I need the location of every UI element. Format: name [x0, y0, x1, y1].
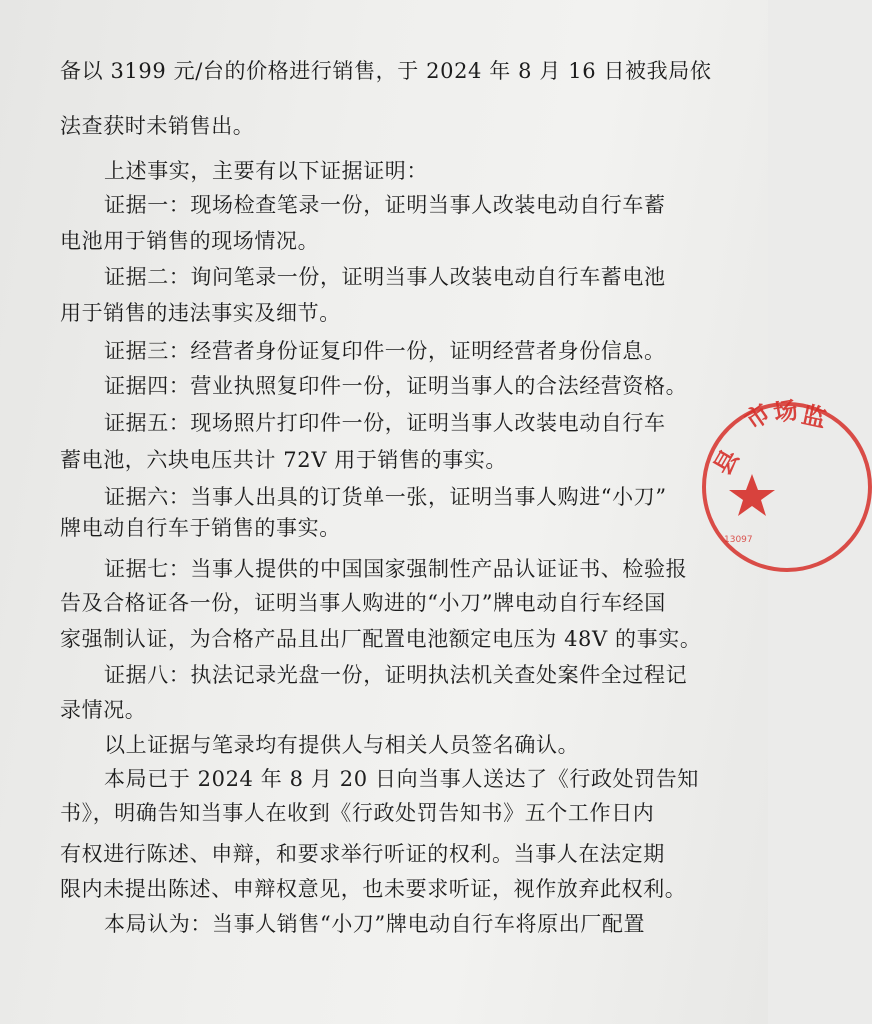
text-line-12: 证据六：当事人出具的订货单一张，证明当事人购进“小刀”: [104, 485, 667, 509]
text-line-2: 法查获时未销售出。: [60, 114, 255, 138]
seal-code: 13097: [724, 535, 753, 545]
text-line-4: 证据一：现场检查笔录一份，证明当事人改装电动自行车蓄: [104, 193, 666, 217]
text-line-18: 录情况。: [60, 698, 147, 722]
text-line-1: 备以 3199 元/台的价格进行销售，于 2024 年 8 月 16 日被我局依: [60, 59, 712, 83]
text-line-16: 家强制认证，为合格产品且出厂配置电池额定电压为 48V 的事实。: [60, 627, 702, 651]
text-line-19: 以上证据与笔录均有提供人与相关人员签名确认。: [104, 733, 580, 757]
text-line-22: 有权进行陈述、申辩，和要求举行听证的权利。当事人在法定期: [60, 842, 665, 866]
text-line-8: 证据三：经营者身份证复印件一份，证明经营者身份信息。: [104, 339, 666, 363]
text-line-21: 书》，明确告知当事人在收到《行政处罚告知书》五个工作日内: [60, 801, 655, 825]
text-line-6: 证据二：询问笔录一份，证明当事人改装电动自行车蓄电池: [104, 265, 666, 289]
text-line-7: 用于销售的违法事实及细节。: [60, 301, 341, 325]
seal-graphic: [702, 395, 872, 572]
text-line-5: 电池用于销售的现场情况。: [60, 229, 320, 253]
text-line-9: 证据四：营业执照复印件一份，证明当事人的合法经营资格。: [104, 374, 688, 398]
text-line-17: 证据八：执法记录光盘一份，证明执法机关查处案件全过程记: [104, 663, 688, 687]
text-line-14: 证据七：当事人提供的中国国家强制性产品认证证书、检验报: [104, 557, 688, 581]
text-line-10: 证据五：现场照片打印件一份，证明当事人改装电动自行车: [104, 411, 666, 435]
text-line-11: 蓄电池，六块电压共计 72V 用于销售的事实。: [60, 448, 508, 472]
text-line-3: 上述事实，主要有以下证据证明：: [104, 159, 428, 183]
text-line-20: 本局已于 2024 年 8 月 20 日向当事人送达了《行政处罚告知: [104, 767, 699, 791]
text-line-13: 牌电动自行车于销售的事实。: [60, 516, 341, 540]
svg-text:监: 监: [799, 400, 829, 434]
svg-text:市: 市: [739, 398, 776, 436]
text-line-24: 本局认为：当事人销售“小刀”牌电动自行车将原出厂配置: [104, 912, 646, 936]
text-line-15: 告及合格证各一份，证明当事人购进的“小刀”牌电动自行车经国: [60, 591, 666, 615]
seal-char-county: 县: [708, 444, 745, 480]
official-seal-stamp: [702, 395, 872, 572]
svg-text:场: 场: [771, 395, 800, 428]
text-line-23: 限内未提出陈述、申辩权意见，也未要求听证，视作放弃此权利。: [60, 877, 687, 901]
